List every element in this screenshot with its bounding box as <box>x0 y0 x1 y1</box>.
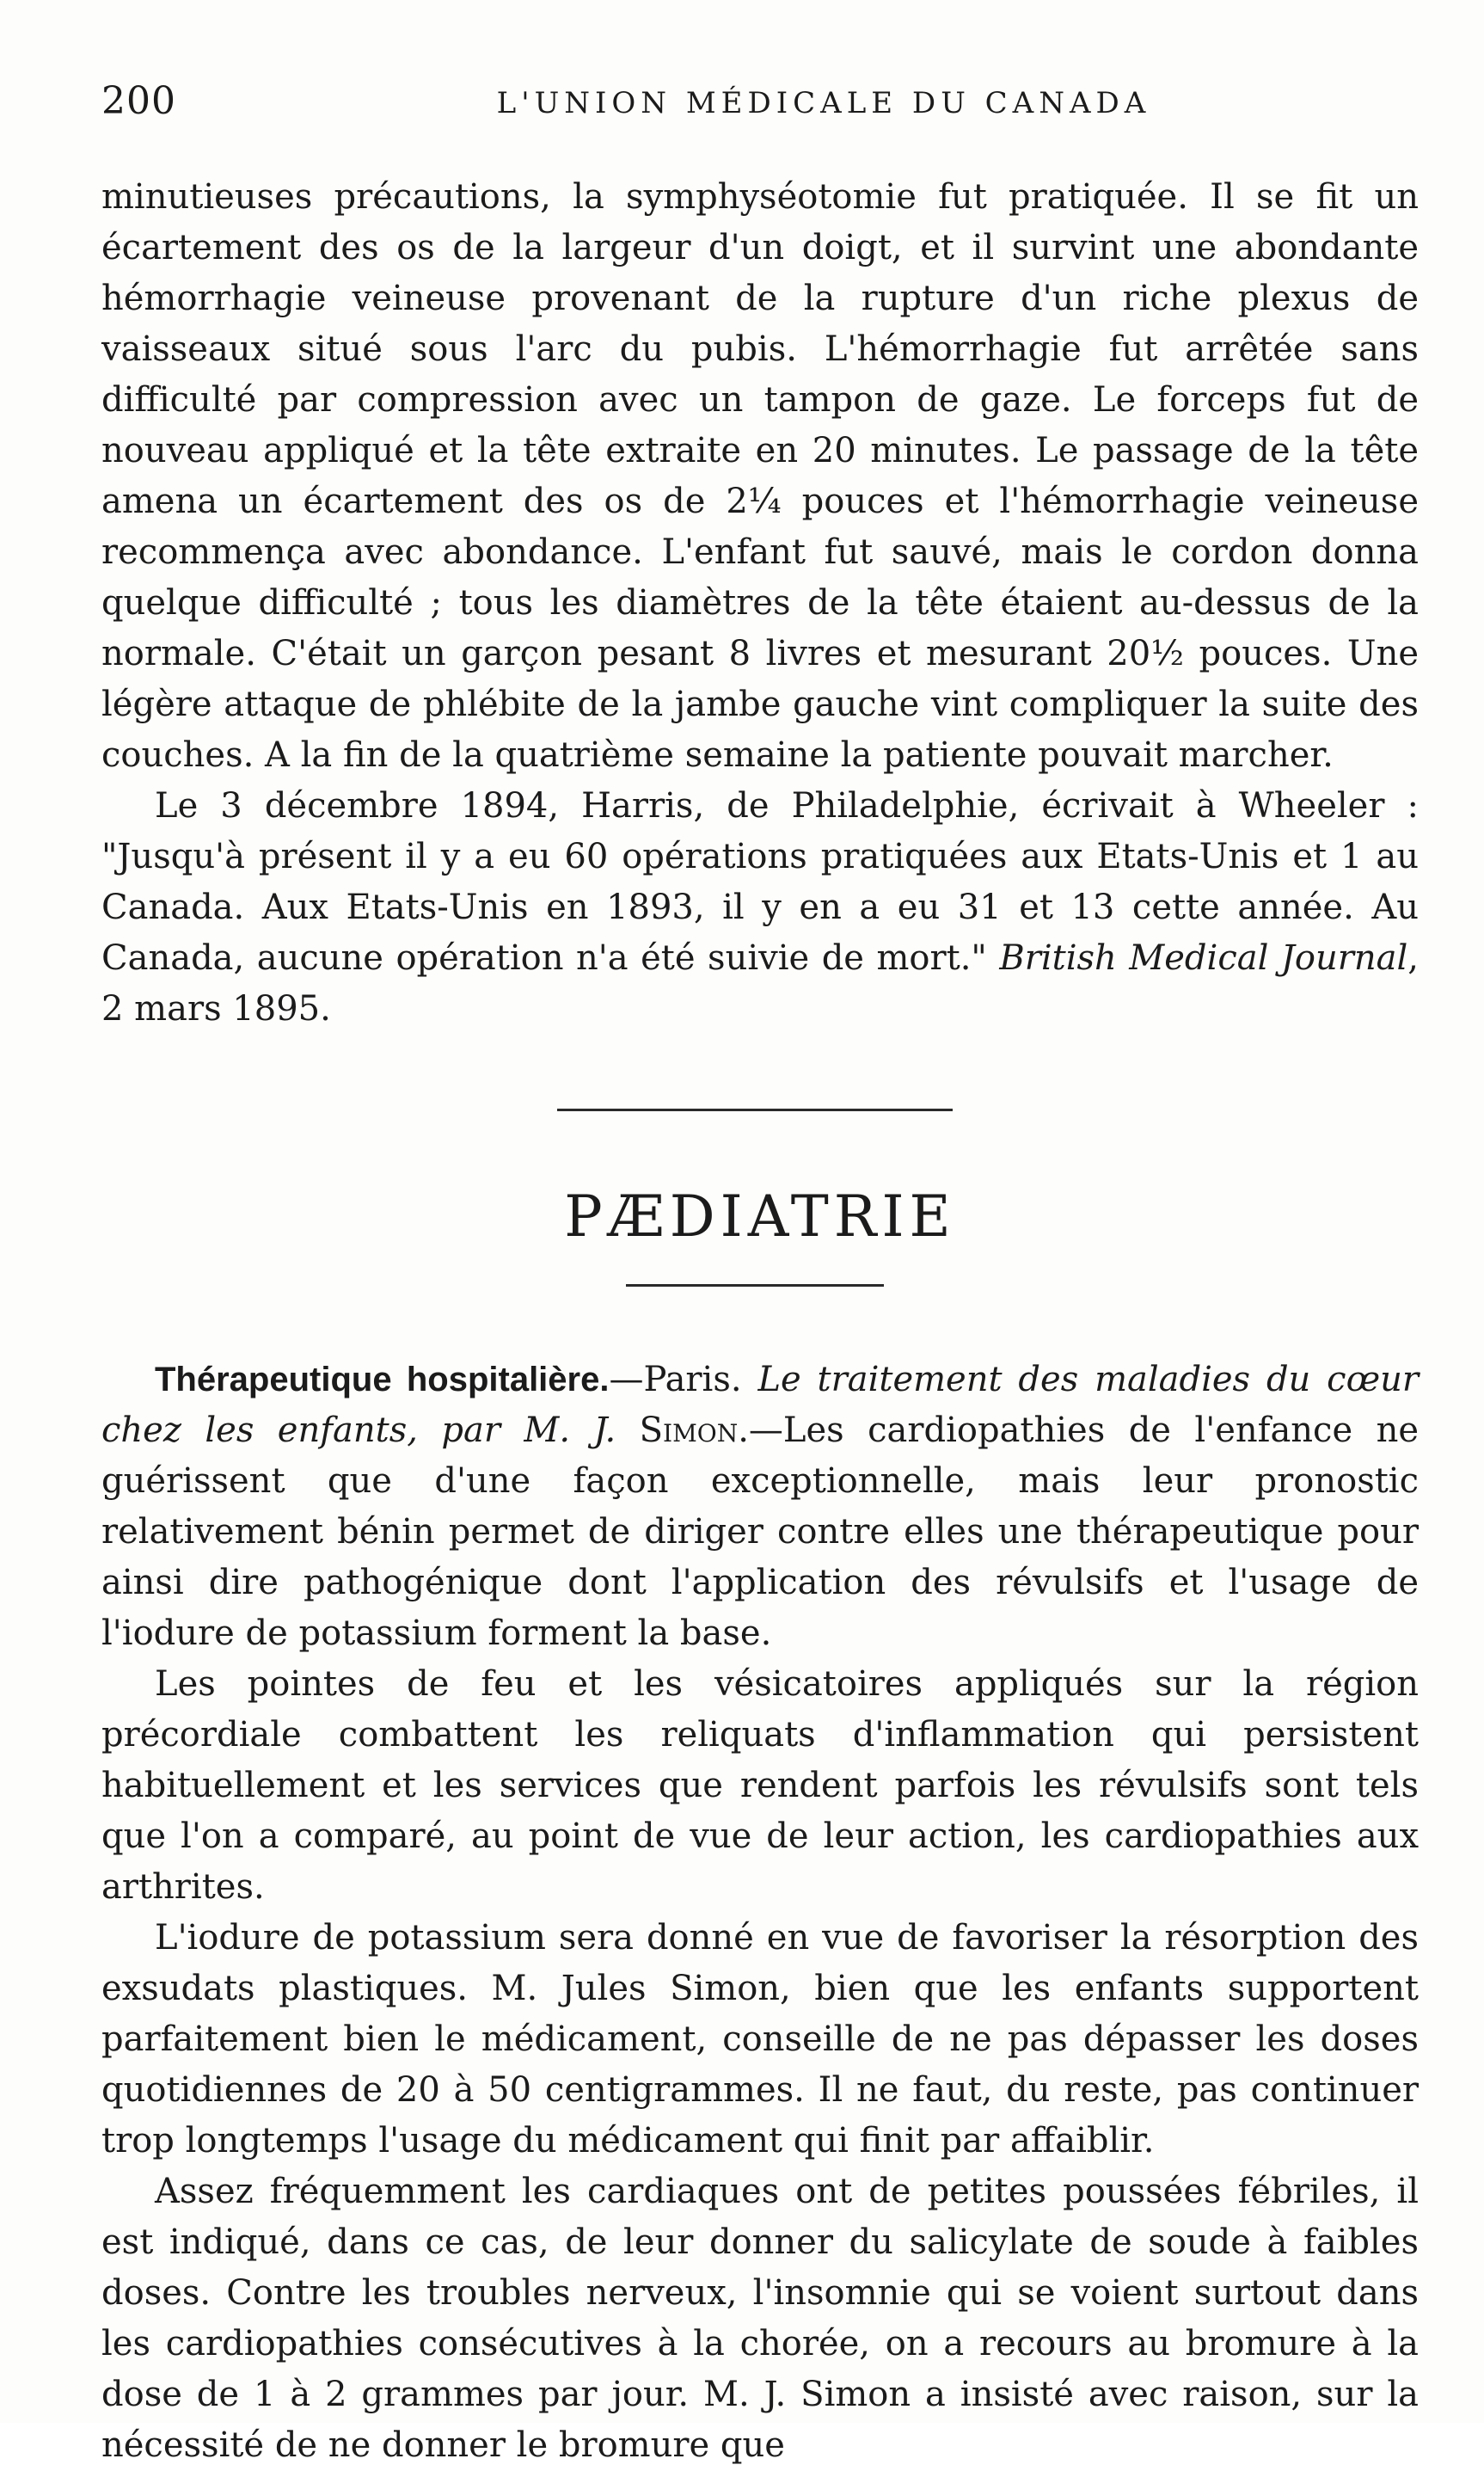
citation-journal: British Medical Journal <box>999 938 1408 978</box>
paragraph-bromure: Assez fréquemment les cardiaques ont de petites poussées fébriles, il est indiqué, dans ce cas, de leur donner du salicylate de soude à faibles doses. Contre les troubles nerveux, l'insomnie qui se voient surtout dans les cardiopathies consécutives à la chorée, on a recours au bromure à la dose de 1 à 2 grammes par jour. M. J. Simon a insisté avec raison, sur la nécessité de ne donner le bromure que <box>101 2172 1419 2465</box>
page-body <box>101 172 1419 2471</box>
citation-date: , 2 mars 1895. <box>101 938 1420 1029</box>
running-title: L'UNION MÉDICALE DU CANADA <box>496 86 1151 120</box>
article-par: par M. J. <box>417 1411 640 1450</box>
paragraph-harris-statistics <box>101 781 1419 1035</box>
article-lead-paragraph <box>101 1355 1419 1659</box>
paragraph-revulsifs: Les pointes de feu et les vésicatoires appliqués sur la région précordiale combattent les reliquats d'inflammation qui persistent habituellement et les services que rendent parfois les révulsifs sont tels que l'on a comparé, au point de vue de leur action, les cardiopathies aux arthrites. <box>101 1664 1419 1907</box>
section-title: PÆDIATRIE <box>564 1183 956 1250</box>
article-title: Le traitement des maladies du cœur chez les enfants, <box>101 1360 1419 1450</box>
paragraph-symphyseotomy: minutieuses précautions, la symphyséotomie fut pratiquée. Il se fit un écartement des os de la largeur d'un doigt, et il survint une abondante hémorrhagie veineuse provenant de la rupture d'un riche plexus de vaisseaux situé sous l'arc du pubis. L'hémorrhagie fut arrêtée sans difficulté par compression avec un tampon de gaze. Le forceps fut de nouveau appliqué et la tête extraite en 20 minutes. Le passage de la tête amena un écartement des os de 2¼ pouces et l'hémorrhagie veineuse recommença avec abondance. L'enfant fut sauvé, mais le cordon donna quelque difficulté ; tous les diamètres de la tête étaient au-dessus de la normale. C'était un garçon pesant 8 livres et mesurant 20½ pouces. Une légère attaque de phlébite de la jambe gauche vint compliquer la suite des couches. A la fin de la quatrième semaine la patiente pouvait marcher. <box>101 177 1419 775</box>
article-place: —Paris. <box>609 1360 742 1399</box>
article-author: Simon <box>639 1411 739 1450</box>
page-header <box>101 79 1417 131</box>
section-divider-bottom <box>101 1251 1419 1355</box>
section-divider-top <box>101 1035 1419 1183</box>
page-number: 200 <box>101 79 176 123</box>
article-heading: Thérapeutique hospitalière. <box>155 1361 610 1398</box>
article-lead-text: .—Les cardiopathies de l'enfance ne guérissent que d'une façon exceptionnelle, mais leur pronostic relativement bénin permet de diriger contre elles une thérapeutique pour ainsi dire pathogénique dont l'application des révulsifs et l'usage de l'iodure de potassium forment la base. <box>101 1411 1419 1653</box>
divider-rule <box>557 1109 953 1111</box>
paragraph-iodure: L'iodure de potassium sera donné en vue de favoriser la résorption des exsudats plastiques. M. Jules Simon, bien que les enfants supportent parfaitement bien le médicament, conseille de ne pas dépasser les doses quotidiennes de 20 à 50 centigrammes. Il ne faut, du reste, pas continuer trop longtemps l'usage du médicament qui finit par affaiblir. <box>101 1918 1419 2161</box>
harris-text: Le 3 décembre 1894, Harris, de Philadelphie, écrivait à Wheeler : "Jusqu'à présent il y a eu 60 opérations pratiquées aux Etats-Unis et 1 au Canada. Aux Etats-Unis en 1893, il y en a eu 31 et 13 cette année. Au Canada, aucune opération n'a été suivie de mort." <box>101 786 1419 978</box>
divider-rule-short <box>626 1284 884 1287</box>
